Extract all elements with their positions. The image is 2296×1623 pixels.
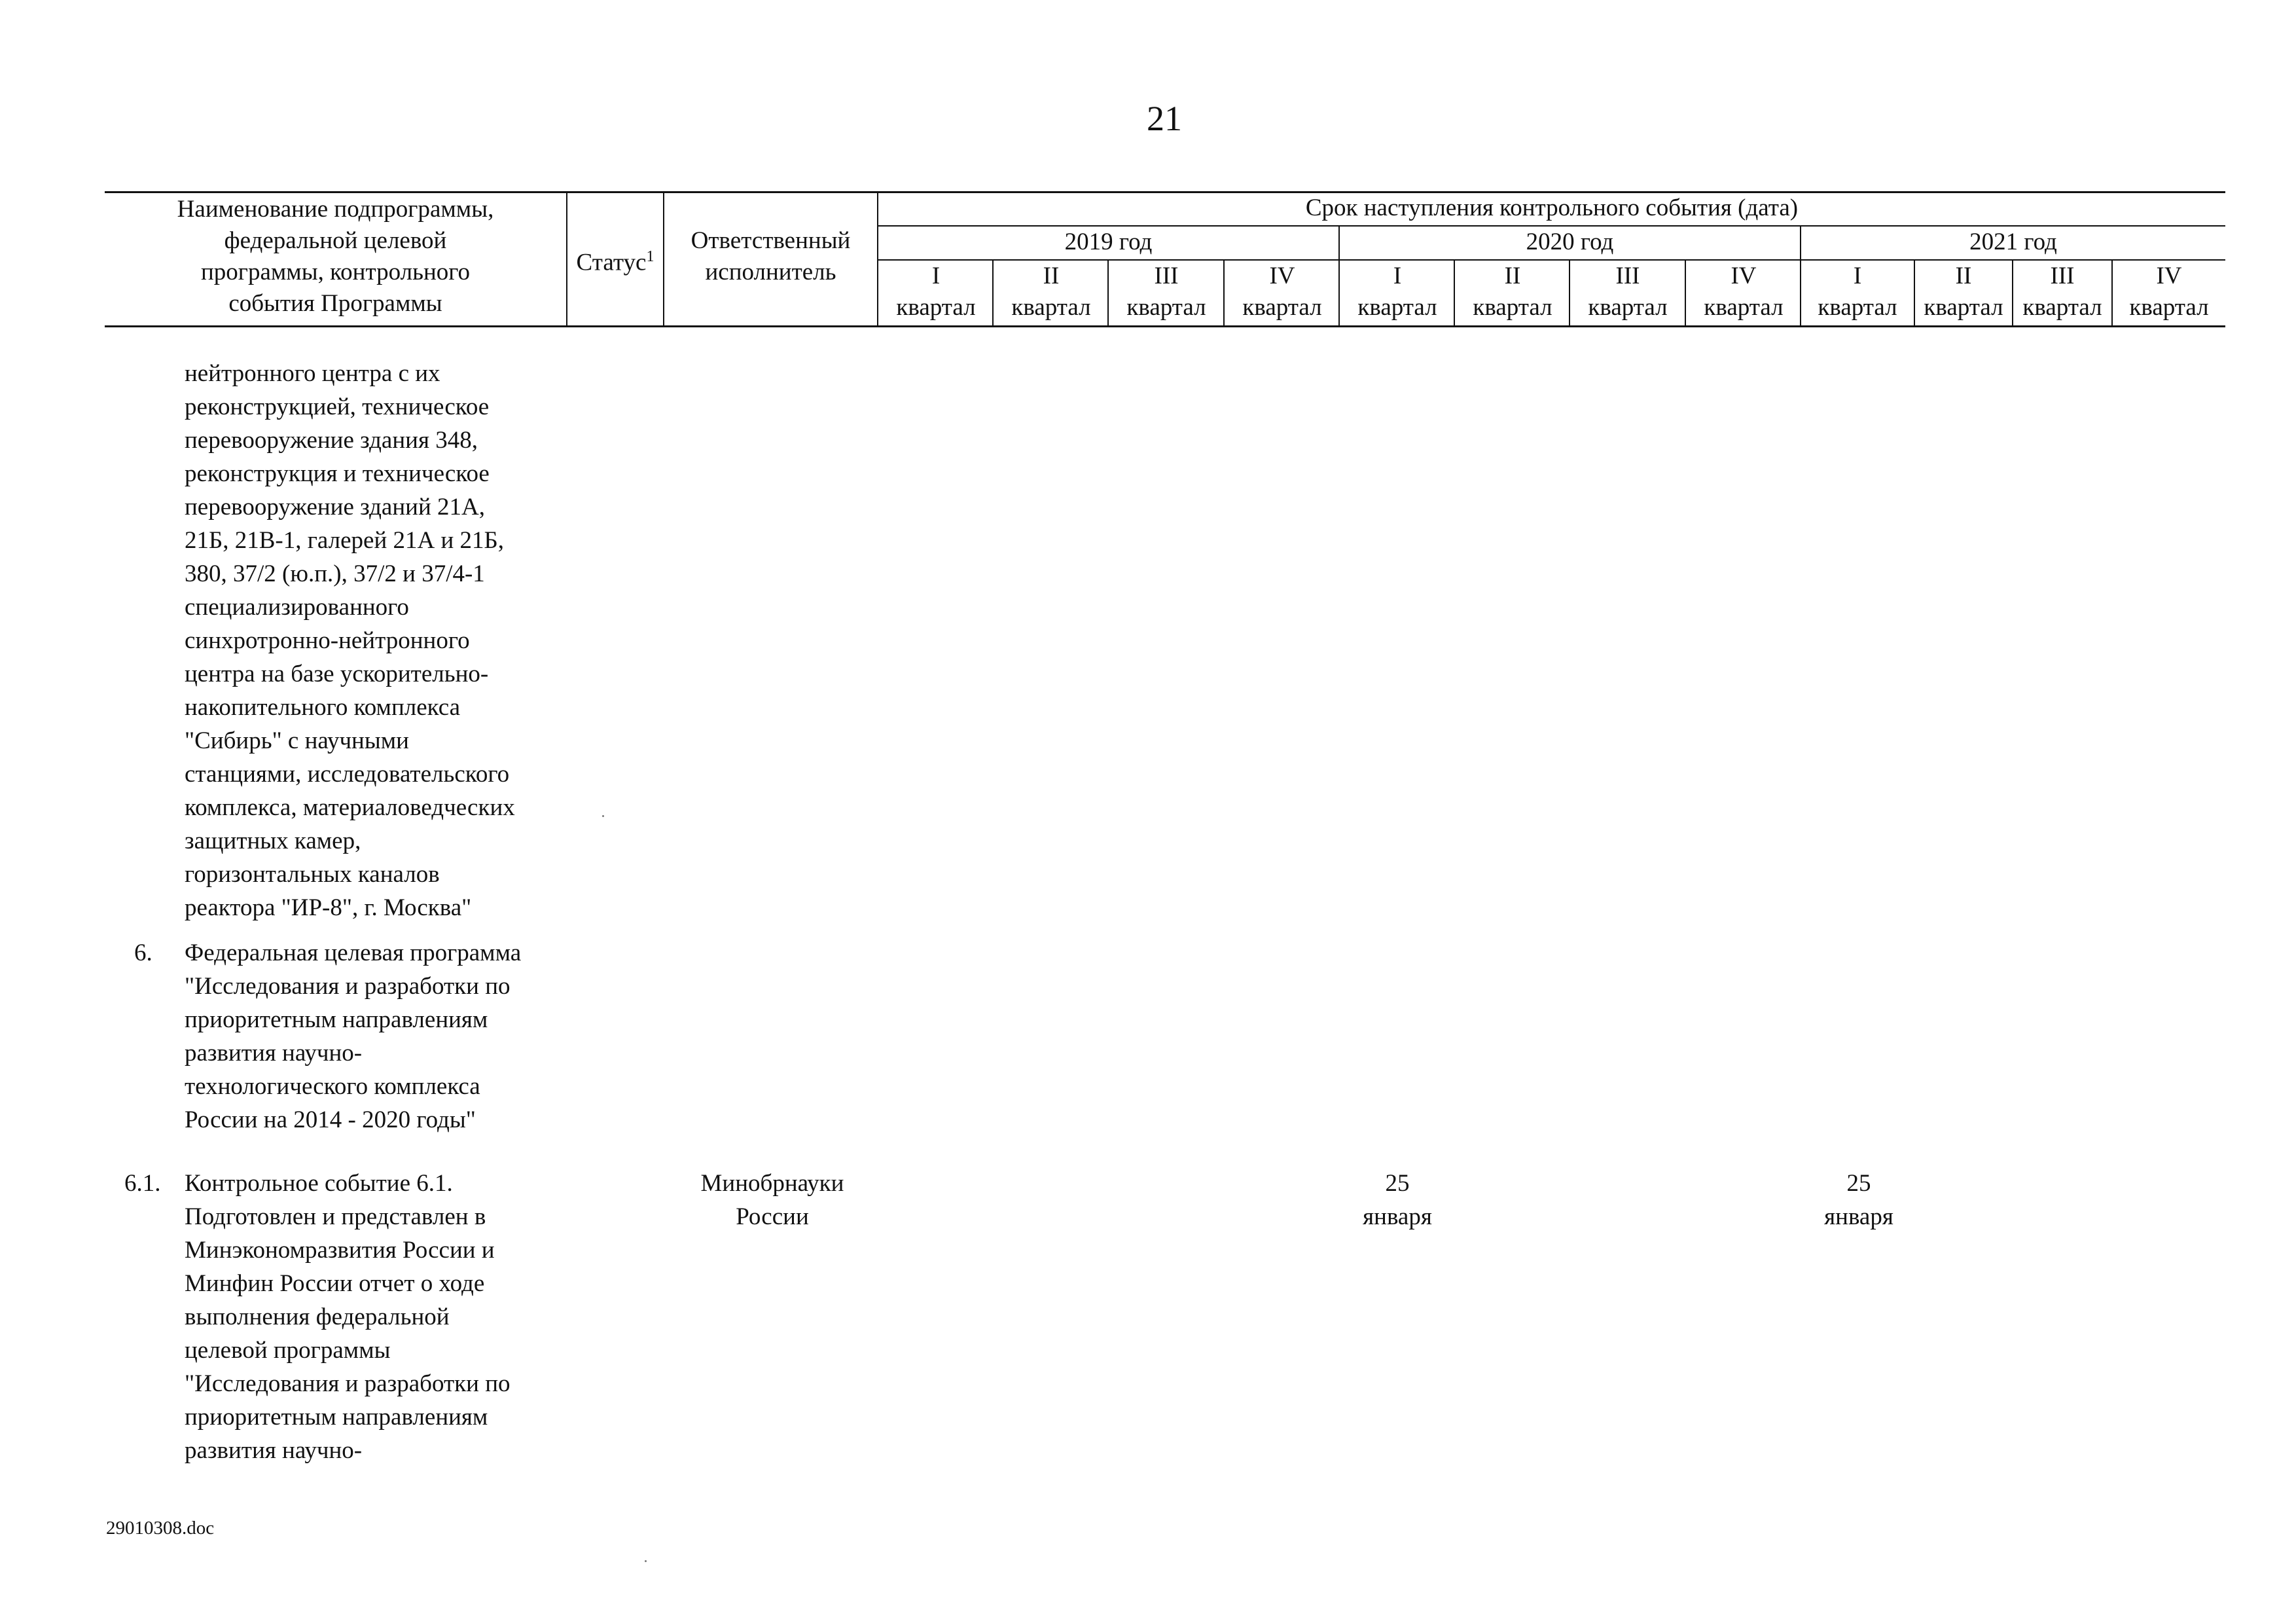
quarter-header: II квартал [1473,263,1552,321]
status-footnote-mark: 1 [646,248,655,265]
year-2020-header: 2020 год [1526,228,1614,255]
row-6-1-name: Контрольное событие 6.1. Подготовлен и представлен в Минэкономразвития России и Минфин России отчет о ходе выполнения федеральной целевой программы "Исследования и разработки по приоритетным направлениям развития научно- [185,1170,511,1464]
quarter-header: I квартал [896,263,976,321]
quarter-header: I квартал [1818,263,1897,321]
row-6-number: 6. [134,939,152,966]
quarter-header: III квартал [2022,263,2102,321]
name-column-header: Наименование подпрограммы, федеральной целевой программы, контрольного события Программы [177,196,494,317]
quarter-header: IV квартал [1242,263,1322,321]
row-6-name: Федеральная целевая программа "Исследования и разработки по приоритетным направлениям развития научно- технологического комплекса России на 2014 - 2020 годы" [185,939,522,1133]
row-6-1-responsible: Минобрнауки России [700,1170,844,1230]
continuation-row-name: нейтронного центра с их реконструкцией, техническое перевооружение здания 348, реконструкция и техническое перевооружение зданий 21А, 21Б, 21В-1, галерей 21А и 21Б, 380, 37/2 (ю.п.), 37/2 и 37/4-1 специализированного синхротронно-нейтронного центра на базе ускорительно- накопительного комплекса "Сибирь" с научными станциями, исследовательского комплекса, материаловедческих защитных камер, горизонтальных каналов реактора "ИР-8", г. Москва" [185,360,515,921]
quarter-header: II квартал [1924,263,2003,321]
quarter-header: I квартал [1357,263,1437,321]
status-column-header [567,241,663,278]
row-6-1-date-2020-q1: 25 января [1363,1170,1432,1230]
year-2019-header: 2019 год [1064,228,1153,255]
scan-speck [645,1560,647,1562]
header-bottom-rule [105,325,2225,327]
scan-speck [602,815,604,817]
quarter-header: IV квартал [2129,263,2209,321]
page-number: 21 [1147,99,1182,138]
deadline-header: Срок наступления контрольного события (дата) [1305,194,1799,221]
table-header [105,191,2225,329]
quarter-header: IV квартал [1704,263,1784,321]
quarter-header: II квартал [1011,263,1091,321]
footer-filename: 29010308.doc [106,1518,215,1539]
row-6-1-date-2021-q1: 25 января [1824,1170,1893,1230]
year-2021-header: 2021 год [1969,228,2057,255]
quarter-header: III квартал [1126,263,1206,321]
status-label: Статус [576,249,647,276]
responsible-column-header: Ответственный исполнитель [691,227,851,285]
row-6-1-number: 6.1. [124,1170,161,1197]
quarter-header: III квартал [1588,263,1668,321]
